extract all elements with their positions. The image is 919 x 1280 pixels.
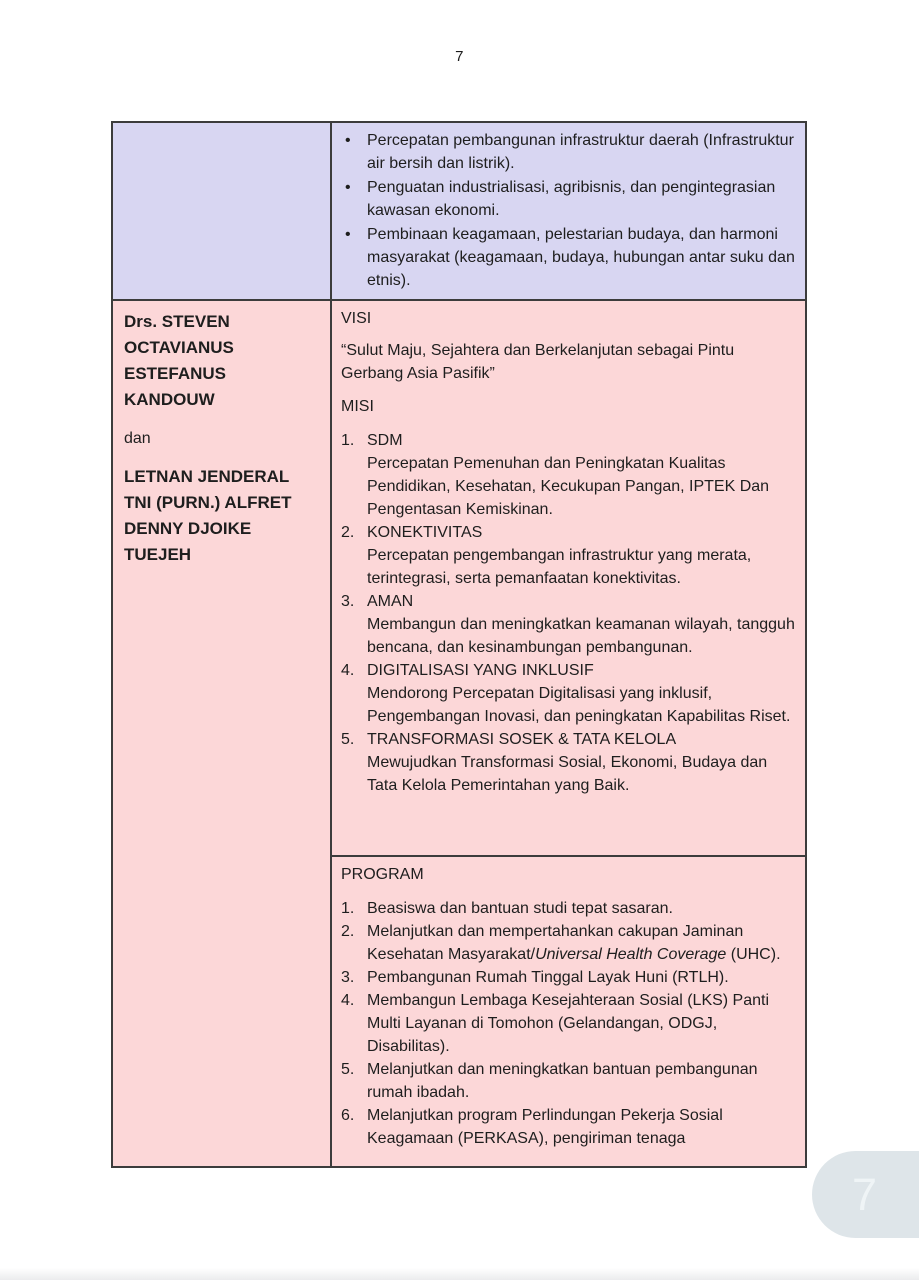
misi-item-title: AMAN bbox=[367, 593, 414, 610]
misi-item-title: SDM bbox=[367, 432, 403, 449]
misi-item-number: 2. bbox=[341, 524, 355, 541]
program-item-text: Beasiswa dan bantuan studi tepat sasaran. bbox=[367, 900, 673, 917]
page-number: 7 bbox=[455, 48, 464, 65]
program-item-text: Membangun Lembaga Kesejahteraan Sosial (LKS) Panti Multi Layanan di Tomohon (Gelandangan, ODGJ, Disabilitas). bbox=[367, 992, 770, 1055]
misi-item-body: Percepatan pengembangan infrastruktur yang merata, terintegrasi, serta pemanfaatan konektivitas. bbox=[367, 547, 752, 587]
misi-item-number: 1. bbox=[341, 432, 355, 449]
page-indicator-label: 7 bbox=[852, 1168, 878, 1220]
candidate-names-cell bbox=[113, 301, 332, 1166]
priorities-left-cell-empty bbox=[113, 123, 332, 299]
visi-misi-cell bbox=[332, 301, 805, 857]
table-row-candidate bbox=[113, 301, 805, 1166]
misi-item-number: 4. bbox=[341, 662, 355, 679]
visi-heading: VISI bbox=[341, 310, 372, 327]
program-item-number: 4. bbox=[341, 992, 355, 1009]
program-item-text: Melanjutkan program Perlindungan Pekerja Sosial Keagamaan (PERKASA), pengiriman tenaga bbox=[367, 1107, 723, 1147]
program-item bbox=[341, 920, 797, 966]
program-item-number: 2. bbox=[341, 923, 355, 940]
program-item-number: 1. bbox=[341, 900, 355, 917]
candidate-name-2: LETNAN JENDERAL TNI (PURN.) ALFRET DENNY DJOIKE TUEJEH bbox=[124, 467, 292, 564]
misi-item bbox=[341, 429, 797, 521]
program-item-number: 5. bbox=[341, 1061, 355, 1078]
program-item bbox=[341, 966, 797, 989]
program-item bbox=[341, 1104, 797, 1150]
bullet-item bbox=[332, 223, 801, 292]
candidate-table bbox=[111, 121, 807, 1168]
bullet-item bbox=[332, 176, 801, 222]
misi-item-body: Membangun dan meningkatkan keamanan wilayah, tangguh bencana, dan kesinambungan pembangunan. bbox=[367, 616, 795, 656]
bullet-icon: • bbox=[345, 226, 351, 243]
program-item bbox=[341, 897, 797, 920]
misi-item-body: Mewujudkan Transformasi Sosial, Ekonomi, Budaya dan Tata Kelola Pemerintahan yang Baik. bbox=[367, 754, 768, 794]
priorities-bullet-list bbox=[332, 123, 805, 293]
page-bottom-shadow bbox=[0, 1268, 919, 1280]
bullet-text: Percepatan pembangunan infrastruktur daerah (Infrastruktur air bersih dan listrik). bbox=[367, 132, 794, 172]
misi-item-number: 5. bbox=[341, 731, 355, 748]
visi-quote: “Sulut Maju, Sejahtera dan Berkelanjutan sebagai Pintu Gerbang Asia Pasifik” bbox=[341, 342, 735, 382]
misi-heading: MISI bbox=[341, 398, 374, 415]
misi-item-number: 3. bbox=[341, 593, 355, 610]
candidate-connector: dan bbox=[124, 430, 151, 447]
misi-item-body: Mendorong Percepatan Digitalisasi yang inklusif, Pengembangan Inovasi, dan peningkatan Kapabilitas Riset. bbox=[367, 685, 791, 725]
program-item bbox=[341, 1058, 797, 1104]
table-row-priorities bbox=[113, 123, 805, 301]
misi-item bbox=[341, 521, 797, 590]
program-cell bbox=[332, 857, 805, 1166]
bullet-icon: • bbox=[345, 132, 351, 149]
page-indicator-badge bbox=[812, 1151, 919, 1238]
program-item-text: Pembangunan Rumah Tinggal Layak Huni (RTLH). bbox=[367, 969, 729, 986]
program-item-number: 3. bbox=[341, 969, 355, 986]
misi-item-title: KONEKTIVITAS bbox=[367, 524, 483, 541]
program-item-text: Melanjutkan dan meningkatkan bantuan pembangunan rumah ibadah. bbox=[367, 1061, 758, 1101]
misi-item-title: DIGITALISASI YANG INKLUSIF bbox=[367, 662, 594, 679]
misi-list bbox=[341, 429, 797, 797]
misi-item-body: Percepatan Pemenuhan dan Peningkatan Kualitas Pendidikan, Kesehatan, Kecukupan Pangan, IPTEK Dan Pengentasan Kemiskinan. bbox=[367, 455, 770, 518]
misi-item-title: TRANSFORMASI SOSEK & TATA KELOLA bbox=[367, 731, 677, 748]
misi-item bbox=[341, 659, 797, 728]
bullet-item bbox=[332, 129, 801, 175]
program-list bbox=[341, 897, 797, 1150]
candidate-name-1: Drs. STEVEN OCTAVIANUS ESTEFANUS KANDOUW bbox=[124, 312, 234, 409]
priorities-right-cell bbox=[332, 123, 805, 299]
bullet-icon: • bbox=[345, 179, 351, 196]
bullet-text: Pembinaan keagamaan, pelestarian budaya, dan harmoni masyarakat (keagamaan, budaya, hubungan antar suku dan etnis). bbox=[367, 226, 795, 289]
bullet-text: Penguatan industrialisasi, agribisnis, dan pengintegrasian kawasan ekonomi. bbox=[367, 179, 776, 219]
program-item-text: Melanjutkan dan mempertahankan cakupan Jaminan Kesehatan Masyarakat/Universal Health Coverage (UHC). bbox=[367, 923, 781, 963]
program-item-number: 6. bbox=[341, 1107, 355, 1124]
misi-item bbox=[341, 590, 797, 659]
program-item bbox=[341, 989, 797, 1058]
candidate-detail-column bbox=[332, 301, 805, 1166]
program-heading: PROGRAM bbox=[341, 866, 424, 883]
misi-item bbox=[341, 728, 797, 797]
